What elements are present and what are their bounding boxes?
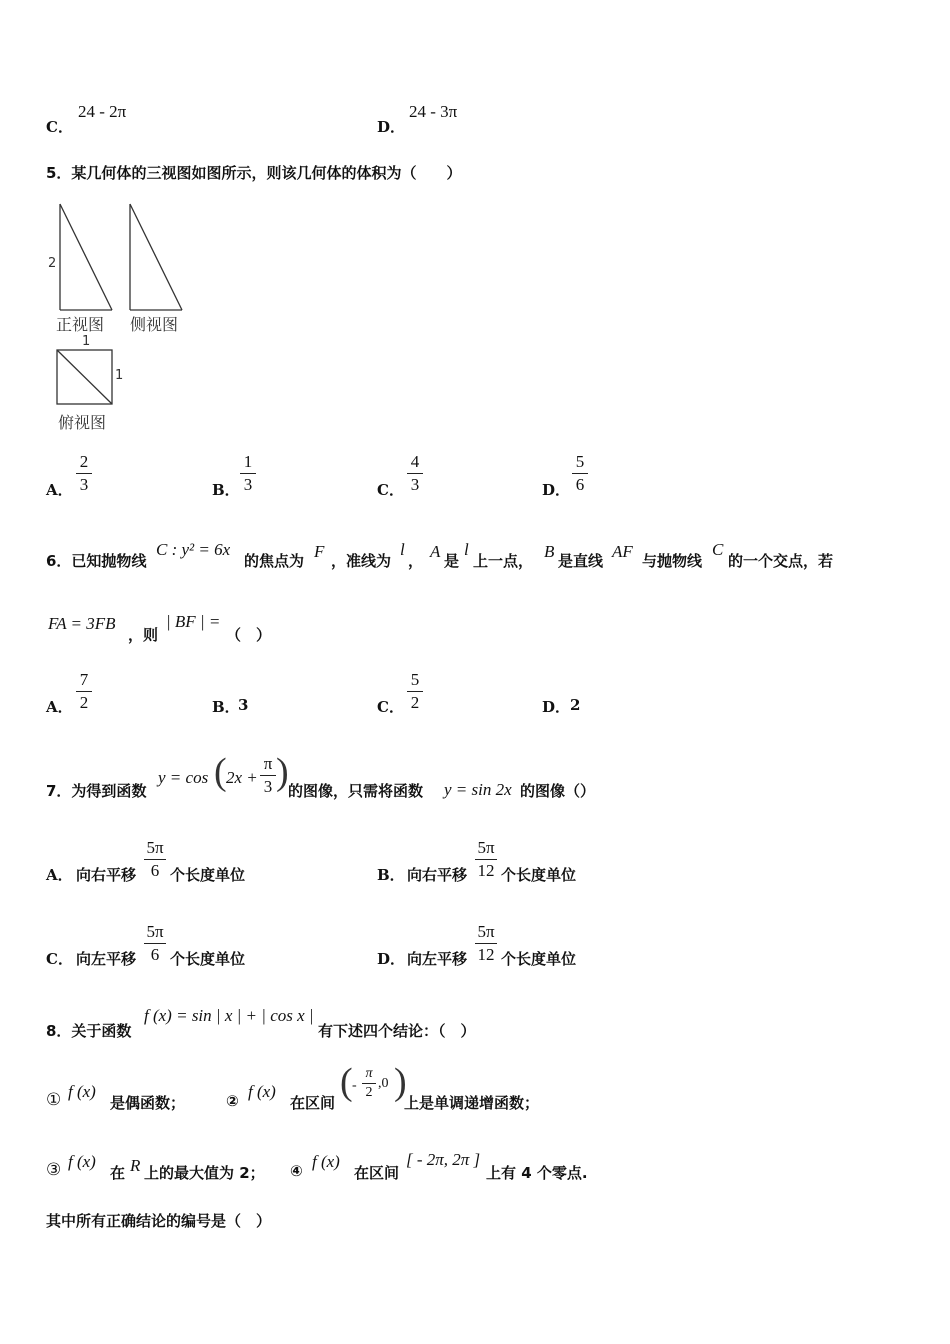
q6-text-4: 是 xyxy=(444,552,460,570)
q6-directrix-l: l xyxy=(400,540,405,559)
q8-c4-func: f (x) xyxy=(312,1152,340,1171)
q6-text-8: 的一个交点，若 xyxy=(728,552,834,570)
q8-c3-mark: ③ xyxy=(46,1160,62,1179)
q7-option-a-post: 个长度单位 xyxy=(170,866,246,884)
q7-func-inner: 2x + xyxy=(226,768,258,787)
q7-option-b-fraction: 5π 12 xyxy=(475,838,497,881)
q8-c1-text: 是偶函数； xyxy=(110,1094,186,1112)
q6-option-c-label: C． xyxy=(377,698,404,716)
q6-ask: | BF | = xyxy=(166,612,221,631)
q8-c2-text1: 在区间 xyxy=(290,1094,336,1112)
q7-pi-over-3: π 3 xyxy=(260,754,276,797)
q8-stem xyxy=(46,1004,646,1040)
q6-text-1: 的焦点为 xyxy=(244,552,305,570)
q5-option-b-fraction: 1 3 xyxy=(240,452,256,495)
top-view-square xyxy=(57,350,112,404)
q7-option-d-label: D． xyxy=(377,950,406,968)
q5-option-d-label: D． xyxy=(542,481,571,499)
q6-option-b-value: 3 xyxy=(238,696,249,714)
q6-condition: FA = 3FB xyxy=(48,614,116,633)
q8-c1-func: f (x) xyxy=(68,1082,96,1101)
q6-option-b-label: B． xyxy=(212,698,240,716)
front-view-triangle xyxy=(60,204,112,310)
q8-c2-text2: 上是单调递增函数； xyxy=(404,1094,540,1112)
q8-c1-mark: ① xyxy=(46,1090,62,1109)
q5-option-c-fraction: 4 3 xyxy=(407,452,423,495)
q7-right-paren: ) xyxy=(276,751,289,793)
q8-prefix: 8．关于函数 xyxy=(46,1022,132,1040)
q7-text-1: 的图像，只需将函数 xyxy=(288,782,424,800)
q7-option-b-pre: 向右平移 xyxy=(407,866,468,884)
q8-func: f (x) = sin | x | + | cos x | xyxy=(144,1006,314,1025)
q6-text-3: ， xyxy=(408,552,424,570)
q8-c2-func: f (x) xyxy=(248,1082,276,1101)
q6-text-6: 是直线 xyxy=(558,552,604,570)
top-view-label: 俯视图 xyxy=(58,413,107,432)
q6-option-c-fraction: 5 2 xyxy=(407,670,423,713)
q5-option-c-label: C． xyxy=(377,481,404,499)
q5-option-d-fraction: 5 6 xyxy=(572,452,588,495)
q6-point-A: A xyxy=(430,542,441,561)
side-view-triangle xyxy=(130,204,182,310)
q7-option-a-label: A． xyxy=(46,866,73,884)
q7-option-b-label: B． xyxy=(377,866,405,884)
q7-option-d-post: 个长度单位 xyxy=(501,950,577,968)
q6-option-d-value: 2 xyxy=(570,696,581,714)
q8-c2-zero: ,0 xyxy=(378,1076,389,1091)
q6-line-AF: AF xyxy=(612,542,633,561)
q6-parabola: C : y² = 6x xyxy=(156,540,231,559)
q7-func2: y = sin 2x xyxy=(444,780,512,799)
q7-left-paren: ( xyxy=(214,751,227,793)
q6-text-9: ，则 xyxy=(128,626,159,644)
q7-option-c-label: C． xyxy=(46,950,73,968)
q8-c3-func: f (x) xyxy=(68,1152,96,1171)
q7-option-c-fraction: 5π 6 xyxy=(144,922,166,965)
q7-option-c-post: 个长度单位 xyxy=(170,950,246,968)
front-view-label: 正视图 xyxy=(56,315,105,334)
three-view-figure xyxy=(44,198,204,438)
q8-c3-text1: 在 xyxy=(110,1164,126,1182)
top-depth-dim: 1 xyxy=(115,368,124,383)
q8-c2-left-paren: ( xyxy=(340,1061,353,1103)
q8-c4-interval: [ - 2π, 2π ] xyxy=(406,1150,481,1169)
q6-text-2: ，准线为 xyxy=(331,552,392,570)
q7-option-c-pre: 向左平移 xyxy=(76,950,137,968)
q7-stem xyxy=(46,751,646,804)
q8-final-question: 其中所有正确结论的编号是（ ） xyxy=(46,1212,272,1230)
q6-focus-F: F xyxy=(314,542,325,561)
q6-option-d-label: D． xyxy=(542,698,571,716)
q7-option-d-fraction: 5π 12 xyxy=(475,922,497,965)
q6-text-5: 上一点， xyxy=(473,552,534,570)
q6-prefix: 6．已知抛物线 xyxy=(46,552,147,570)
q5-option-a-fraction: 2 3 xyxy=(76,452,92,495)
q8-c3-R: R xyxy=(130,1156,141,1175)
q8-conclusions-row1 xyxy=(46,1061,646,1112)
q5-stem: 5．某几何体的三视图如图所示，则该几何体的体积为（ ） xyxy=(46,164,462,182)
q8-c2-minus: - xyxy=(352,1078,357,1093)
q4-option-d-expr: 24 - 3π xyxy=(409,102,458,121)
q8-c4-text2: 上有 4 个零点. xyxy=(486,1164,588,1182)
q8-c4-text1: 在区间 xyxy=(354,1164,400,1182)
q8-c3-text2: 上的最大值为 2； xyxy=(144,1164,265,1182)
q4-option-c-label: C． xyxy=(46,118,73,136)
q4-option-c-expr: 24 - 2π xyxy=(78,102,127,121)
q7-option-a-pre: 向右平移 xyxy=(76,866,137,884)
q7-func-lhs: y = cos xyxy=(158,768,209,787)
q5-option-a-label: A． xyxy=(46,481,73,499)
top-width-dim: 1 xyxy=(82,334,91,349)
q7-option-b-post: 个长度单位 xyxy=(501,866,577,884)
q6-directrix-l2: l xyxy=(464,540,469,559)
q7-text-2: 的图像（） xyxy=(520,782,596,800)
q6-curve-C: C xyxy=(712,540,724,559)
q6-option-a-fraction: 7 2 xyxy=(76,670,92,713)
q8-text-1: 有下述四个结论：（ ） xyxy=(318,1022,476,1040)
q6-option-a-label: A． xyxy=(46,698,73,716)
side-view-label: 侧视图 xyxy=(130,315,179,334)
q7-prefix: 7．为得到函数 xyxy=(46,782,147,800)
q6-text-10: （ ） xyxy=(226,626,272,644)
q8-c2-pi-over-2: π 2 xyxy=(362,1066,376,1101)
q8-c2-mark: ② xyxy=(226,1092,239,1110)
q8-conclusions-row2 xyxy=(46,1144,646,1184)
q6-text-7: 与抛物线 xyxy=(642,552,703,570)
q8-c2-right-paren: ) xyxy=(394,1061,407,1103)
q4-option-d-label: D． xyxy=(377,118,406,136)
q7-option-a-fraction: 5π 6 xyxy=(144,838,166,881)
q5-option-b-label: B． xyxy=(212,481,240,499)
q7-option-d-pre: 向左平移 xyxy=(407,950,468,968)
q8-c4-mark: ④ xyxy=(290,1162,303,1180)
q6-point-B: B xyxy=(544,542,555,561)
front-height-dim: 2 xyxy=(48,256,57,271)
